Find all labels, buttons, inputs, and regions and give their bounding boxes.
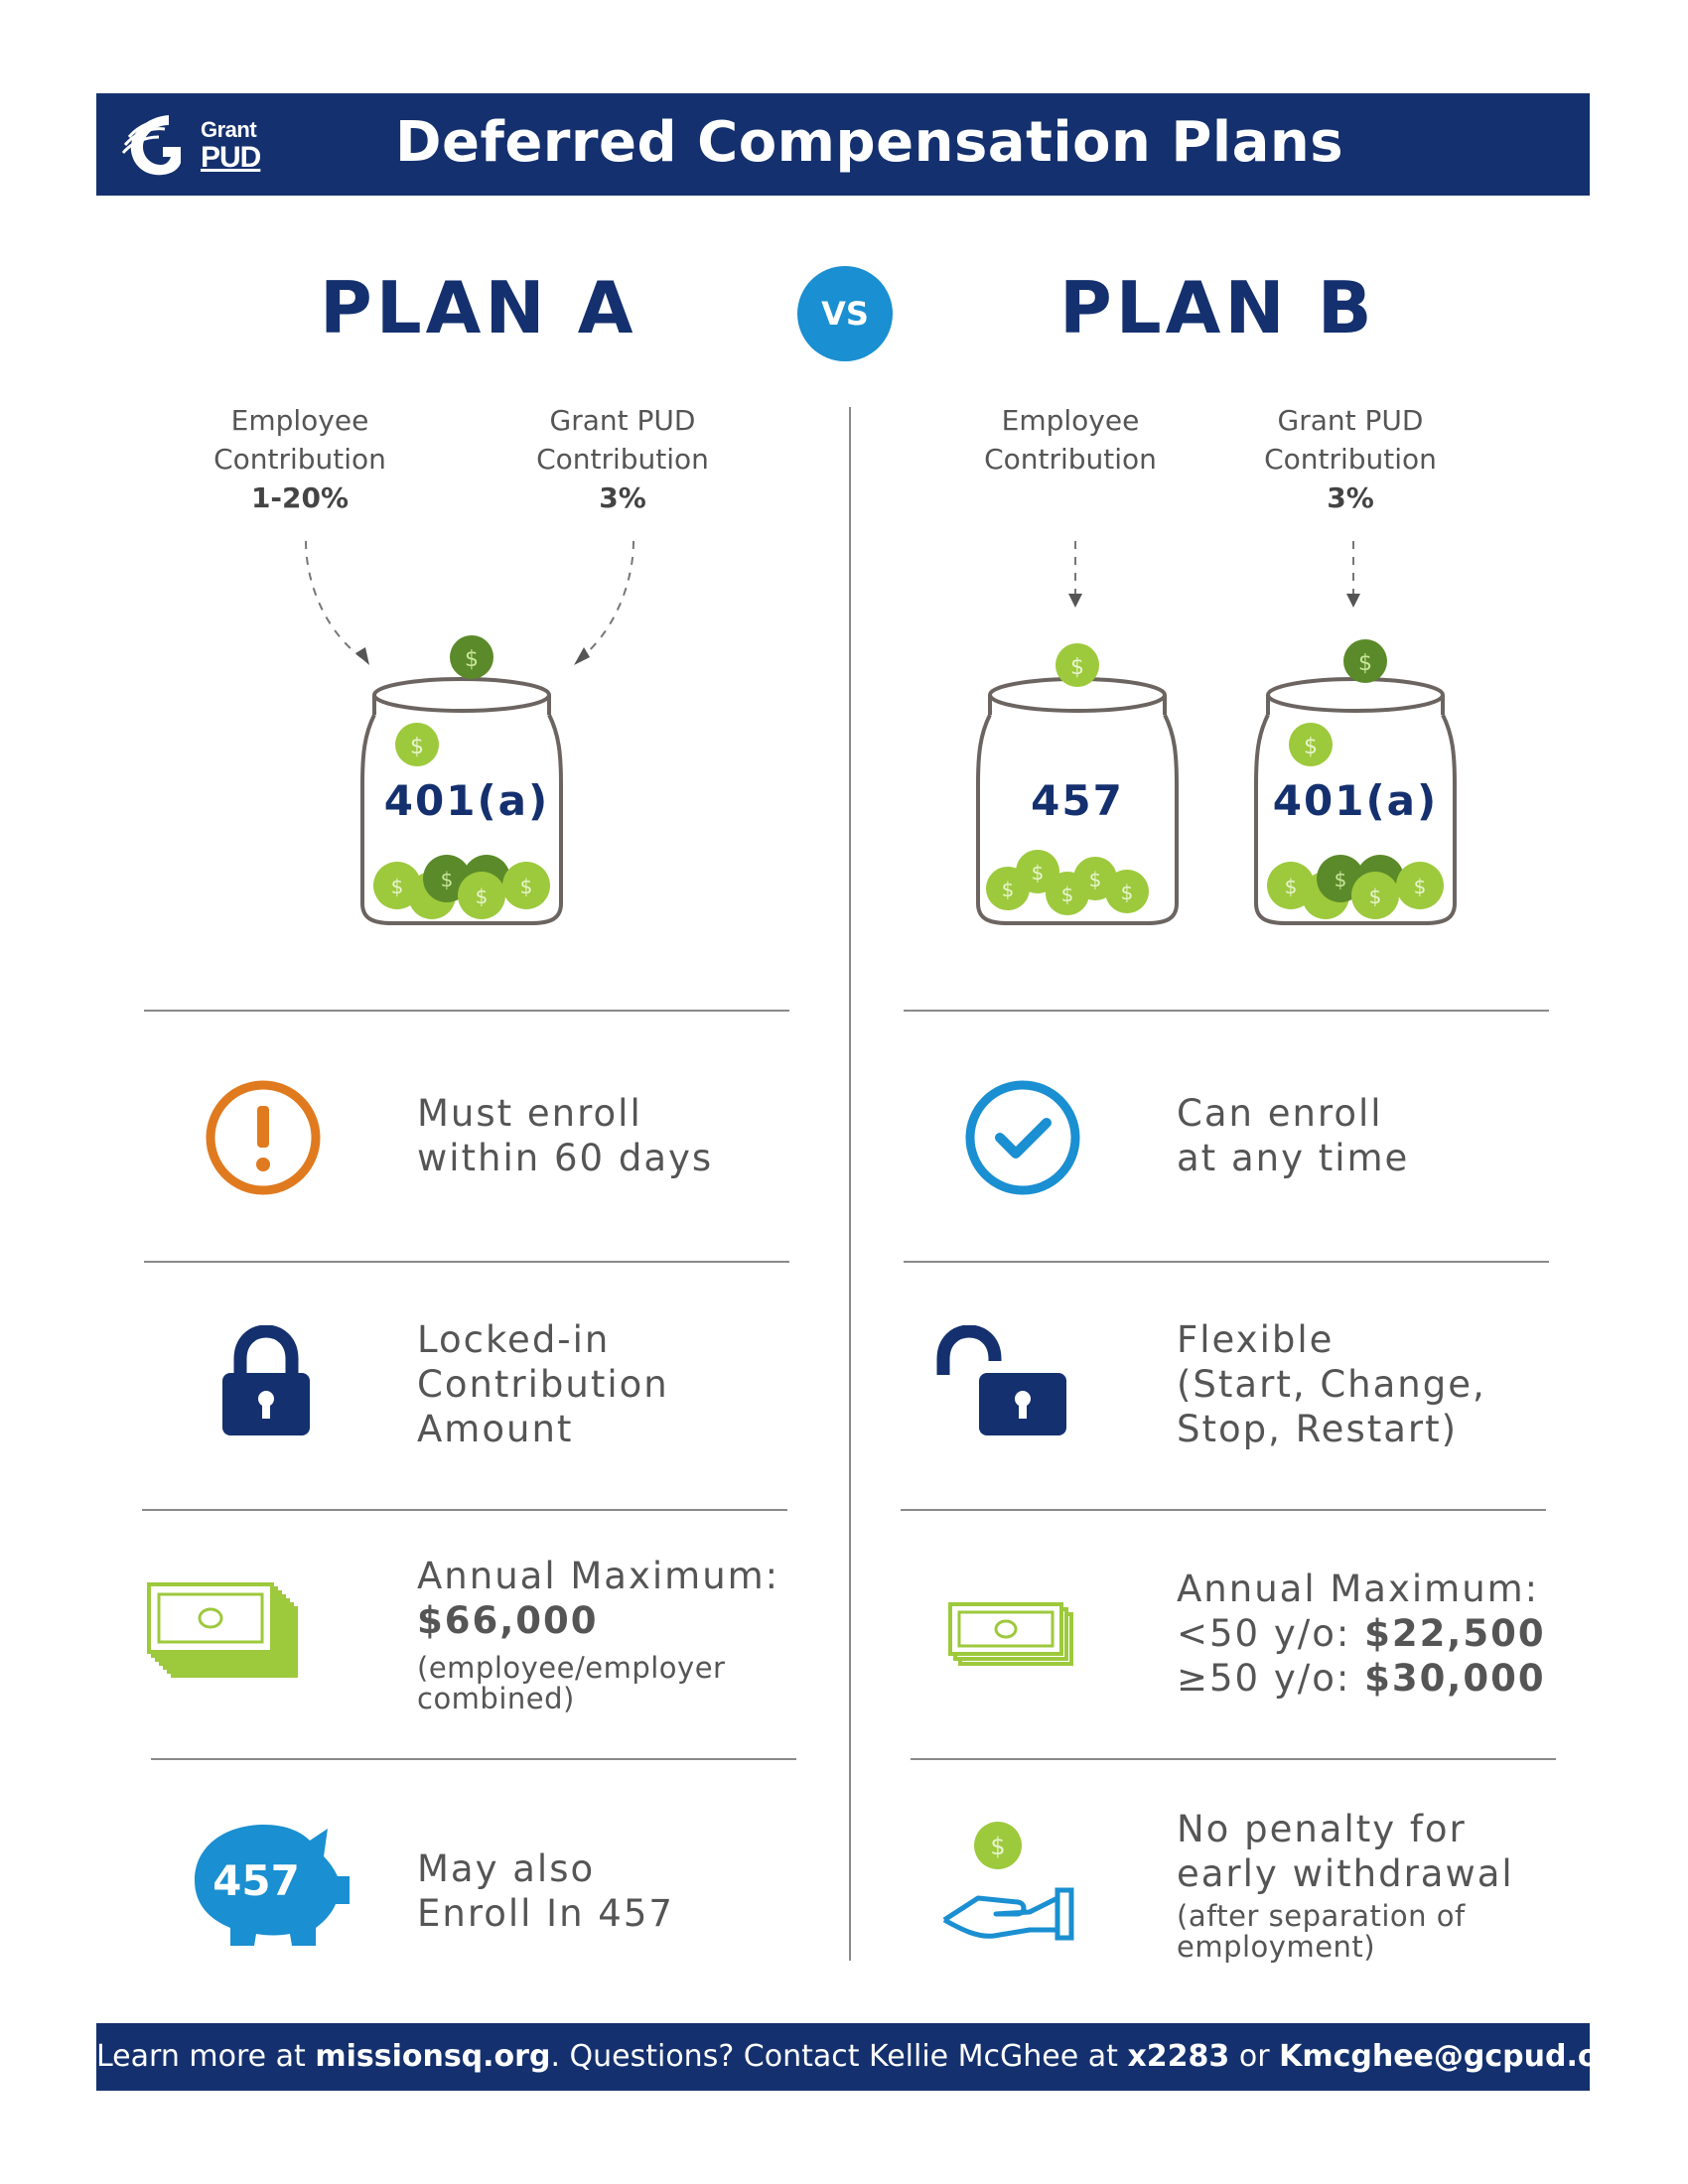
plan-b-enroll-text bbox=[1177, 1091, 1409, 1180]
svg-text:$: $ bbox=[1001, 878, 1015, 901]
contrib-line2: Contribution bbox=[1264, 443, 1437, 476]
arrow-head-icon bbox=[1068, 594, 1082, 608]
svg-text:$: $ bbox=[475, 885, 489, 908]
plan-a-title: PLAN A bbox=[320, 266, 637, 349]
hand-coin-icon bbox=[938, 1819, 1097, 1948]
checkmark-circle-icon bbox=[963, 1078, 1082, 1197]
money-bill-icon bbox=[948, 1600, 1077, 1670]
feature-line: (Start, Change, bbox=[1177, 1363, 1486, 1406]
contrib-line2: Contribution bbox=[213, 443, 386, 476]
footer-text: . Questions? Contact Kellie McGhee at bbox=[550, 2039, 1128, 2074]
feature-note: (employee/employer bbox=[417, 1651, 726, 1685]
plan-a-enroll-text bbox=[417, 1091, 713, 1180]
contrib-value: 3% bbox=[1327, 481, 1374, 514]
divider bbox=[151, 1758, 796, 1760]
feature-line: Flexible bbox=[1177, 1318, 1335, 1361]
page-title: Deferred Compensation Plans bbox=[395, 110, 1344, 175]
svg-text:$: $ bbox=[390, 875, 404, 898]
plan-a-jar-label: 401(a) bbox=[383, 776, 550, 825]
footer-site-link[interactable]: missionsq bbox=[315, 2039, 484, 2074]
svg-text:$: $ bbox=[410, 735, 424, 759]
feature-line: early withdrawal bbox=[1177, 1852, 1514, 1895]
svg-text:$: $ bbox=[1334, 868, 1347, 891]
divider bbox=[904, 1261, 1549, 1263]
feature-note: employment) bbox=[1177, 1930, 1376, 1964]
plan-b-pud-contribution bbox=[1221, 401, 1479, 517]
footer-site-tld[interactable]: .org bbox=[483, 2039, 551, 2074]
feature-line: Must enroll bbox=[417, 1092, 642, 1135]
age-label: <50 y/o: bbox=[1177, 1612, 1351, 1655]
svg-text:$: $ bbox=[519, 875, 533, 898]
footer-text: Learn more at bbox=[96, 2039, 316, 2074]
svg-text:$: $ bbox=[1120, 881, 1134, 904]
svg-text:$: $ bbox=[1031, 861, 1045, 885]
feature-line: No penalty for bbox=[1177, 1808, 1467, 1850]
contrib-line1: Grant PUD bbox=[549, 404, 696, 437]
divider bbox=[911, 1758, 1556, 1760]
feature-line: Can enroll bbox=[1177, 1092, 1383, 1135]
feature-line: Amount bbox=[417, 1408, 574, 1450]
footer-text: or bbox=[1229, 2039, 1280, 2074]
logo-text-grant: Grant bbox=[201, 117, 257, 142]
plan-b-arrows bbox=[1053, 536, 1370, 615]
max-amount: $30,000 bbox=[1364, 1657, 1546, 1700]
feature-line: Enroll In 457 bbox=[417, 1892, 674, 1935]
plan-b-contribution-text bbox=[1177, 1317, 1486, 1451]
age-label: ≥50 y/o: bbox=[1177, 1657, 1351, 1700]
plan-a-other-text bbox=[417, 1846, 674, 1936]
divider bbox=[144, 1010, 789, 1012]
footer-email-link[interactable]: Kmcghee@gcpud.org bbox=[1279, 2039, 1634, 2074]
feature-note: combined) bbox=[417, 1682, 575, 1715]
contrib-line1: Employee bbox=[1001, 404, 1140, 437]
plan-b-jar-label-401a: 401(a) bbox=[1272, 776, 1439, 825]
contrib-line1: Employee bbox=[230, 404, 369, 437]
svg-text:$: $ bbox=[1088, 868, 1102, 891]
arrow-head-icon bbox=[1346, 594, 1360, 608]
svg-text:$: $ bbox=[1060, 883, 1074, 906]
svg-text:$: $ bbox=[465, 647, 479, 672]
logo-text-pud: PUD bbox=[201, 141, 261, 174]
arrow-head-icon bbox=[574, 647, 590, 665]
max-amount: $22,500 bbox=[1364, 1612, 1546, 1655]
feature-line: within 60 days bbox=[417, 1137, 714, 1179]
plan-a-pud-contribution bbox=[493, 401, 752, 517]
center-divider bbox=[849, 407, 851, 1961]
feature-line: Stop, Restart) bbox=[1177, 1408, 1459, 1450]
divider bbox=[901, 1509, 1546, 1511]
svg-text:$: $ bbox=[990, 1833, 1006, 1860]
feature-line: Contribution bbox=[417, 1363, 669, 1406]
plan-b-jar-label-457: 457 bbox=[1031, 776, 1124, 825]
max-amount: $66,000 bbox=[417, 1599, 599, 1642]
feature-line: May also bbox=[417, 1847, 596, 1890]
svg-text:$: $ bbox=[1070, 655, 1084, 680]
plan-a-contribution-text bbox=[417, 1317, 669, 1451]
footer-bar bbox=[96, 2023, 1634, 2091]
divider bbox=[904, 1010, 1549, 1012]
warning-icon bbox=[204, 1078, 323, 1197]
svg-text:$: $ bbox=[1368, 885, 1382, 908]
footer-extension: x2283 bbox=[1127, 2039, 1230, 2074]
contrib-value: 3% bbox=[599, 481, 646, 514]
lock-closed-icon bbox=[218, 1325, 318, 1439]
contrib-line2: Contribution bbox=[536, 443, 709, 476]
feature-line: Locked-in bbox=[417, 1318, 611, 1361]
divider bbox=[144, 1261, 789, 1263]
lock-open-icon bbox=[933, 1325, 1072, 1439]
money-stack-icon bbox=[147, 1578, 306, 1688]
plan-b-employee-contribution bbox=[941, 401, 1199, 478]
contrib-line1: Grant PUD bbox=[1277, 404, 1424, 437]
divider bbox=[142, 1509, 787, 1511]
contrib-line2: Contribution bbox=[984, 443, 1157, 476]
plan-b-maximum-text bbox=[1177, 1567, 1546, 1701]
svg-text:$: $ bbox=[440, 868, 454, 891]
piggy-bank-label: 457 bbox=[212, 1856, 300, 1905]
plan-b-title: PLAN B bbox=[1059, 266, 1376, 349]
svg-text:$: $ bbox=[1304, 735, 1318, 759]
feature-line: at any time bbox=[1177, 1137, 1410, 1179]
svg-text:$: $ bbox=[1413, 875, 1427, 898]
plan-a-employee-contribution bbox=[171, 401, 429, 517]
plan-b-withdrawal-note bbox=[1177, 1901, 1466, 1963]
feature-line: Annual Maximum: bbox=[1177, 1568, 1540, 1610]
feature-line: Annual Maximum: bbox=[417, 1555, 780, 1597]
vs-badge: VS bbox=[797, 266, 893, 361]
svg-text:$: $ bbox=[1284, 875, 1298, 898]
plan-a-maximum-text bbox=[417, 1554, 779, 1714]
feature-note: (after separation of bbox=[1177, 1899, 1466, 1933]
contrib-value: 1-20% bbox=[250, 481, 350, 514]
svg-text:$: $ bbox=[1358, 651, 1372, 676]
plan-b-withdrawal-text bbox=[1177, 1807, 1514, 1896]
